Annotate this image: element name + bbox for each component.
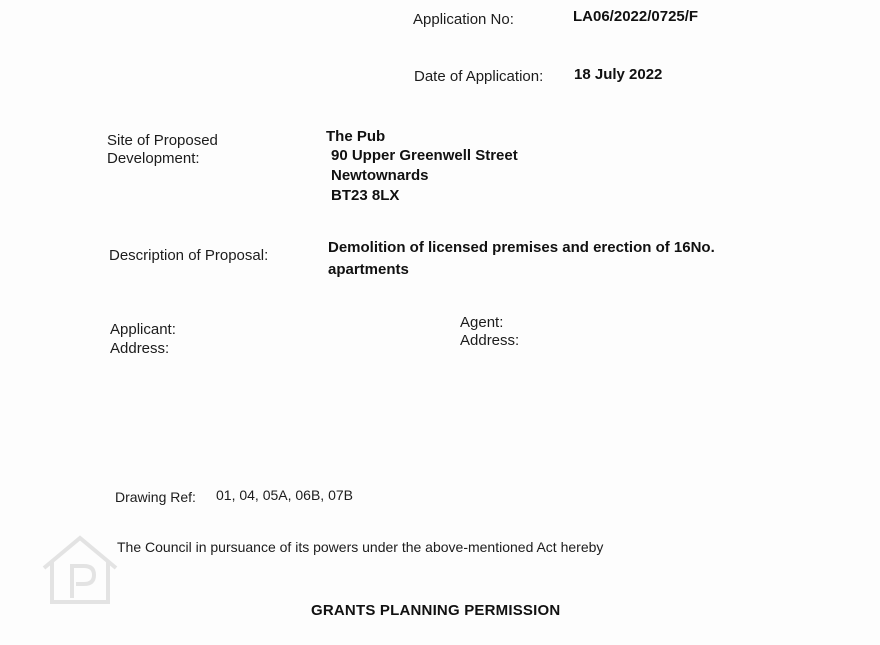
property-house-logo-icon: [38, 532, 122, 606]
description-value-line1: Demolition of licensed premises and erection of 16No.: [328, 239, 715, 256]
application-no-label: Application No:: [413, 11, 514, 28]
description-value-line2: apartments: [328, 261, 409, 278]
applicant-address-label: Address:: [110, 340, 170, 357]
council-statement: The Council in pursuance of its powers under the above-mentioned Act hereby: [117, 539, 604, 555]
drawing-ref-value: 01, 04, 05A, 06B, 07B: [216, 487, 353, 503]
site-address-line: 90 Upper Greenwell Street: [331, 147, 518, 164]
site-address-line: BT23 8LX: [331, 187, 400, 204]
site-label-line2: Development:: [107, 150, 200, 167]
site-address-line: The Pub: [326, 128, 386, 145]
drawing-ref-label: Drawing Ref:: [115, 489, 196, 505]
date-of-application-value: 18 July 2022: [574, 66, 663, 83]
site-address-line: Newtownards: [331, 167, 429, 184]
description-label: Description of Proposal:: [109, 247, 269, 264]
application-no-value: LA06/2022/0725/F: [573, 8, 699, 25]
applicant-label: Applicant:: [110, 321, 176, 338]
agent-label: Agent:: [460, 314, 504, 331]
site-label-line1: Site of Proposed: [107, 132, 218, 149]
decision-heading: GRANTS PLANNING PERMISSION: [311, 602, 561, 619]
agent-address-label: Address:: [460, 332, 520, 349]
date-of-application-label: Date of Application:: [414, 68, 544, 85]
